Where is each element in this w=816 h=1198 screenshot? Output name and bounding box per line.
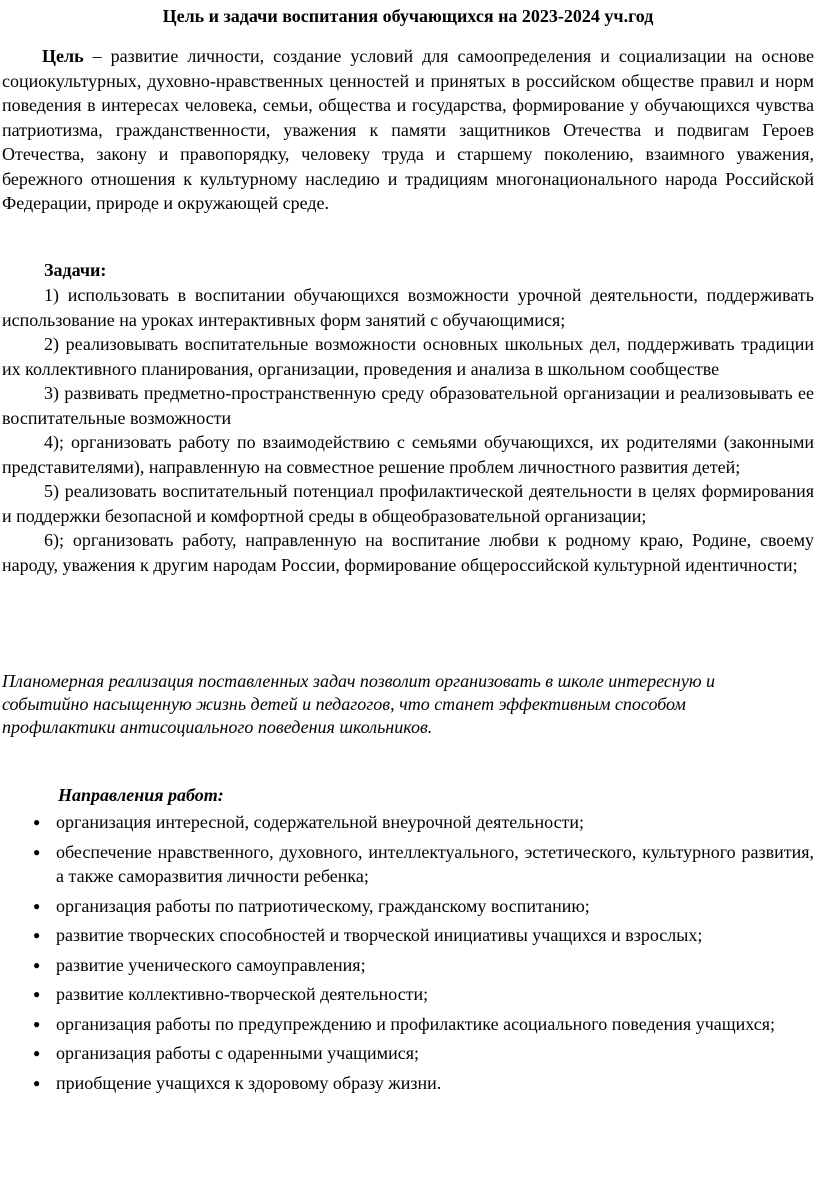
direction-text: развитие творческих способностей и творческой инициативы учащихся и взрослых;: [56, 925, 703, 945]
direction-text: развитие ученического самоуправления;: [56, 954, 366, 975]
direction-text: развитие коллективно-творческой деятельности;: [56, 984, 429, 1004]
summary-note: Планомерная реализация поставленных задач позволит организовать в школе интересную и событийно насыщенную жизнь детей и педагогов, что станет эффективным способом профилактики антисоциального поведения школьников.: [2, 671, 716, 737]
directions-list: [0, 810, 816, 1100]
task-item: 4); организовать работу по взаимодействию с семьями обучающихся, их родителями (законными представителями), направленную на совместное решение проблем личностного развития детей;: [2, 432, 814, 477]
list-item: [0, 1071, 816, 1096]
directions-heading: Направления работ:: [58, 785, 224, 805]
goal-paragraph: [2, 44, 814, 216]
bullet-icon: ●: [33, 957, 41, 972]
bullet-icon: ●: [33, 1075, 41, 1090]
direction-text: организация работы по патриотическому, гражданскому воспитанию;: [56, 895, 590, 916]
direction-text: организация работы с одаренными учащимися;: [56, 1043, 419, 1063]
task-item: 1) использовать в воспитании обучающихся возможности урочной деятельности, поддерживать использование на уроках интерактивных форм занятий с обучающимися;: [2, 285, 814, 330]
bullet-icon: ●: [33, 898, 41, 913]
bullet-icon: ●: [33, 1016, 41, 1031]
bullet-icon: ●: [33, 1046, 41, 1060]
task-item: 3) развивать предметно-пространственную среду образовательной организации и реализовывать ее воспитательные возможности: [2, 383, 814, 428]
task-item: 6); организовать работу, направленную на воспитание любви к родному краю, Родине, своему народу, уважения к другим народам России, формирование общероссийской культурной идентичности;: [2, 530, 814, 575]
tasks-list: [2, 283, 814, 577]
direction-text: организация интересной, содержательной внеурочной деятельности;: [56, 812, 585, 832]
document-title: Цель и задачи воспитания обучающихся на 2023-2024 уч.год: [162, 6, 654, 26]
tasks-heading: Задачи:: [44, 260, 107, 280]
direction-text: приобщение учащихся к здоровому образу жизни.: [56, 1072, 442, 1093]
bullet-icon: ●: [33, 815, 41, 829]
bullet-icon: ●: [33, 987, 41, 1001]
list-item: [0, 894, 816, 919]
list-item: [0, 810, 816, 835]
list-item: [0, 982, 816, 1007]
direction-text: обеспечение нравственного, духовного, интеллектуального, эстетического, культурного развития, а также саморазвития личности ребенка;: [56, 841, 814, 886]
list-item: [0, 953, 816, 978]
task-item: 2) реализовывать воспитательные возможности основных школьных дел, поддерживать традиции их коллективного планирования, организации, проведения и анализа в школьном сообществе: [2, 334, 814, 379]
list-item: [0, 923, 816, 948]
goal-text: – развитие личности, создание условий для самоопределения и социализации на основе социокультурных, духовно-нравственных ценностей и принятых в российском обществе правил и норм поведения в интересах человека, семьи, общества и государства, формирование у обучающихся чувства патриотизма, гражданственности, уважения к памяти защитников Отечества и подвигам Героев Отечества, закону и правопорядку, человеку труда и старшему поколению, взаимного уважения, бережного отношения к культурному наследию и традициям многонационального народа Российской Федерации, природе и окружающей среде.: [2, 46, 814, 213]
bullet-icon: ●: [33, 844, 41, 859]
list-item: [0, 1012, 816, 1037]
direction-text: организация работы по предупреждению и профилактике асоциального поведения учащихся;: [56, 1013, 775, 1034]
bullet-icon: ●: [33, 928, 41, 942]
goal-lead: Цель: [42, 46, 84, 66]
list-item: [0, 1041, 816, 1066]
task-item: 5) реализовать воспитательный потенциал профилактической деятельности в целях формирования и поддержки безопасной и комфортной среды в общеобразовательной организации;: [2, 481, 814, 526]
list-item: [0, 840, 816, 889]
